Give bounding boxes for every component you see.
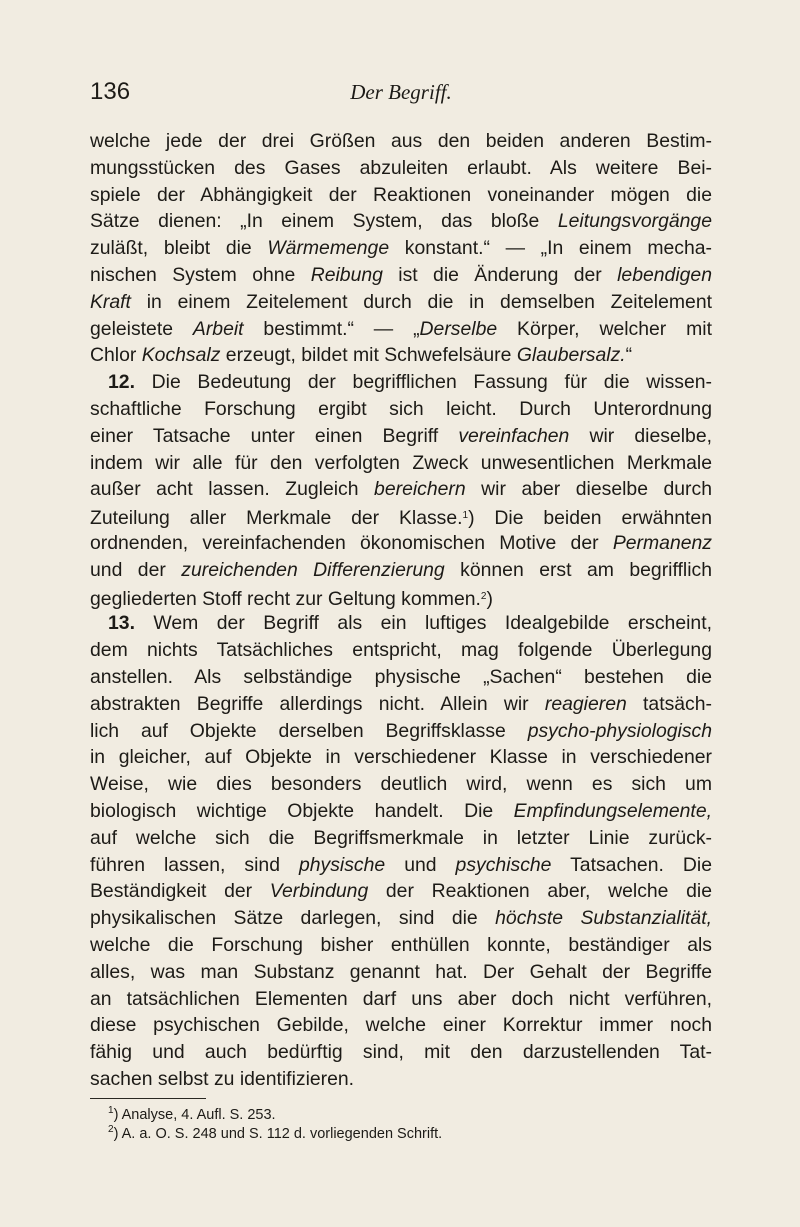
text-run: an tatsächlichen Elementen darf uns aber doch nicht verführen,: [90, 987, 712, 1010]
text-line: [90, 664, 712, 691]
text-run: abstrakten Begriffe allerdings nicht. Allein wir: [90, 692, 545, 715]
page-header: [90, 78, 712, 112]
text-run: führen lassen, sind: [90, 853, 299, 876]
text-line: [90, 825, 712, 852]
text-run: fähig und auch bedürftig sind, mit den darzustellenden Tat-: [90, 1041, 712, 1064]
footnote-marker: 2: [480, 590, 487, 602]
footnote-line: [90, 1101, 712, 1123]
text-line: [90, 530, 712, 557]
text-run: lich auf Objekte derselben Begriffsklasse: [90, 719, 528, 742]
footnote-line: [90, 1120, 712, 1142]
text-run: schaftliche Forschung ergibt sich leicht. Durch Unterordnung: [90, 397, 712, 420]
text-run: alles, was man Substanz genannt hat. Der Gehalt der Begriffe: [90, 960, 712, 983]
emphasis-text: zureichenden Differenzierung: [181, 558, 445, 581]
text-run: Körper, welcher mit: [497, 317, 712, 340]
text-line: [90, 905, 712, 932]
text-line: [90, 476, 712, 503]
text-run: zuläßt, bleibt die: [90, 237, 268, 260]
emphasis-text: Empfindungselemente,: [513, 799, 712, 822]
text-line: [90, 182, 712, 209]
text-line: [90, 771, 712, 798]
emphasis-text: psycho-physiologisch: [527, 719, 712, 742]
emphasis-text: Permanenz: [612, 531, 712, 554]
text-line: [90, 932, 712, 959]
emphasis-text: höchste Substanzialität,: [495, 907, 712, 930]
text-run: welche die Forschung bisher enthüllen konnte, beständiger als: [90, 933, 712, 956]
text-line: [90, 289, 712, 316]
text-run: “: [625, 344, 633, 367]
text-run: Weise, wie dies besonders deutlich wird, wenn es sich um: [90, 773, 712, 796]
text-run: konstant.“ — „In einem mecha-: [389, 237, 712, 260]
text-run: einer Tatsache unter einen Begriff: [90, 424, 459, 447]
text-line: [90, 878, 712, 905]
text-run: wir dieselbe,: [569, 424, 712, 447]
emphasis-text: Arbeit: [192, 317, 244, 340]
text-line: [90, 235, 712, 262]
text-line: [90, 128, 712, 155]
text-run: wir aber dieselbe durch: [465, 478, 712, 501]
text-line: [90, 959, 712, 986]
emphasis-text: psychische: [455, 853, 552, 876]
emphasis-text: 12.: [108, 371, 135, 394]
text-run: in einem Zeitelement durch die in demselben Zeitelement: [130, 290, 712, 313]
text-line: [90, 342, 712, 369]
text-run: Zuteilung aller Merkmale der Klasse.: [90, 507, 463, 530]
text-line: [90, 986, 712, 1013]
text-run: bestimmt.“ — „: [243, 317, 420, 340]
text-run: Tatsachen. Die: [551, 853, 712, 876]
text-run: ): [486, 587, 493, 610]
body-text: [90, 128, 712, 1142]
text-run: außer acht lassen. Zugleich: [90, 478, 375, 501]
text-run: der Reaktionen aber, welche die: [368, 880, 712, 903]
emphasis-text: lebendigen: [617, 263, 712, 286]
text-line: [90, 450, 712, 477]
text-run: biologisch wichtige Objekte handelt. Die: [90, 799, 514, 822]
text-run: nischen System ohne: [90, 263, 311, 286]
emphasis-text: bereichern: [374, 478, 466, 501]
emphasis-text: Leitungsvorgänge: [557, 210, 712, 233]
text-run: in gleicher, auf Objekte in verschiedener Klasse in verschiedener: [90, 746, 712, 769]
text-line: [90, 262, 712, 289]
text-run: können erst am begrifflich: [444, 558, 712, 581]
text-line: [90, 423, 712, 450]
footnote-rule: [90, 1098, 206, 1099]
text-line: [90, 208, 712, 235]
text-line: [90, 1066, 712, 1093]
emphasis-text: vereinfachen: [458, 424, 570, 447]
text-line: [90, 718, 712, 745]
page-number: 136: [90, 78, 131, 105]
text-line: [90, 155, 712, 182]
text-run: Die Bedeutung der begrifflichen Fassung für die wissen-: [134, 371, 712, 394]
text-run: indem wir alle für den verfolgten Zweck unwesentlichen Merkmale: [90, 451, 712, 474]
text-run: gegliederten Stoff recht zur Geltung kommen.: [90, 587, 481, 610]
text-run: tatsäch-: [626, 692, 712, 715]
text-run: auf welche sich die Begriffsmerkmale in letzter Linie zurück-: [90, 826, 712, 849]
text-line: [90, 503, 712, 530]
emphasis-text: physische: [298, 853, 386, 876]
emphasis-text: reagieren: [544, 692, 627, 715]
text-line: [90, 557, 712, 584]
paragraph-lines: [90, 128, 712, 1093]
text-run: mungsstücken des Gases abzuleiten erlaubt. Als weitere Bei-: [90, 156, 712, 179]
footnote-marker: 1: [462, 510, 469, 522]
text-line: [90, 584, 712, 611]
text-run: welche jede der drei Größen aus den beiden anderen Bestim-: [90, 130, 712, 152]
text-run: Chlor: [90, 344, 142, 367]
text-run: diese psychischen Gebilde, welche einer Korrektur immer noch: [90, 1014, 712, 1037]
footnote-marker: 2: [108, 1123, 114, 1135]
text-line: [90, 610, 712, 637]
text-line: [90, 744, 712, 771]
emphasis-text: 13.: [108, 612, 135, 635]
text-run: ) A. a. O. S. 248 und S. 112 d. vorliegenden Schrift.: [113, 1125, 443, 1142]
emphasis-text: Derselbe: [419, 317, 498, 340]
text-run: und: [385, 853, 456, 876]
emphasis-text: Wärmemenge: [267, 237, 390, 260]
text-line: [90, 798, 712, 825]
text-run: sachen selbst zu identifizieren.: [90, 1067, 355, 1090]
text-line: [90, 637, 712, 664]
text-run: und der: [90, 558, 182, 581]
text-run: Sätze dienen: „In einem System, das bloße: [90, 210, 558, 233]
text-line: [90, 1039, 712, 1066]
text-line: [90, 396, 712, 423]
text-run: geleistete: [90, 317, 193, 340]
text-line: [90, 316, 712, 343]
text-run: ist die Änderung der: [382, 263, 618, 286]
running-title: Der Begriff.: [350, 80, 452, 104]
text-line: [90, 852, 712, 879]
text-run: Wem der Begriff als ein luftiges Idealgebilde erscheint,: [134, 612, 712, 635]
text-run: dem nichts Tatsächliches entspricht, mag folgende Überlegung: [90, 639, 712, 662]
text-run: ) Die beiden erwähnten: [468, 507, 712, 530]
emphasis-text: Kraft: [90, 290, 131, 313]
text-line: [90, 1012, 712, 1039]
text-run: Beständigkeit der: [90, 880, 270, 903]
text-run: physikalischen Sätze darlegen, sind die: [90, 907, 496, 930]
footnote-marker: 1: [108, 1104, 114, 1116]
emphasis-text: Glaubersalz.: [516, 344, 626, 367]
text-run: ) Analyse, 4. Aufl. S. 253.: [113, 1106, 276, 1123]
text-line: [90, 691, 712, 718]
text-run: anstellen. Als selbständige physische „Sachen“ bestehen die: [90, 665, 712, 688]
emphasis-text: Verbindung: [269, 880, 369, 903]
emphasis-text: Kochsalz: [141, 344, 221, 367]
text-line: [90, 369, 712, 396]
text-run: spiele der Abhängigkeit der Reaktionen voneinander mögen die: [90, 183, 712, 206]
text-run: ordnenden, vereinfachenden ökonomischen Motive der: [90, 531, 613, 554]
emphasis-text: Reibung: [310, 263, 383, 286]
text-run: erzeugt, bildet mit Schwefelsäure: [220, 344, 517, 367]
footnotes: [90, 1101, 712, 1142]
